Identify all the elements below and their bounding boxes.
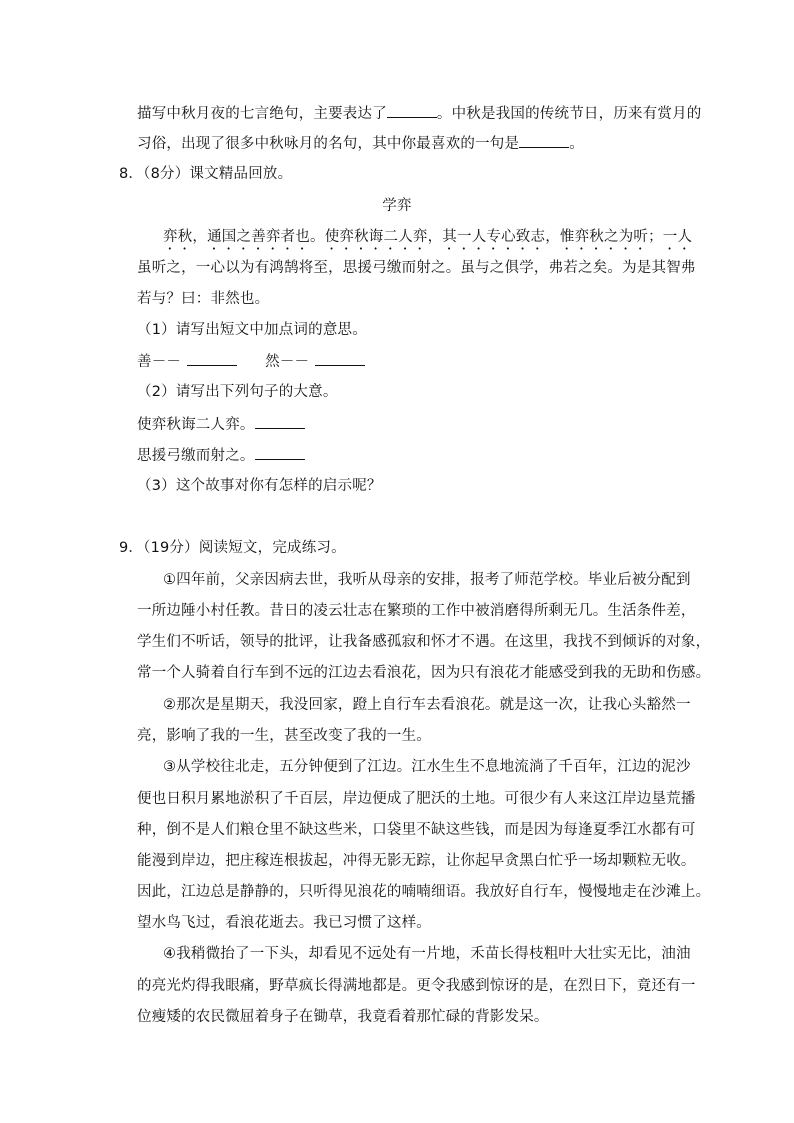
essay-line: 便也日积月累地淤积了千百层，岸边便成了肥沃的土地。可很少有人来这江岸边垦荒播 <box>137 791 696 807</box>
question-8-sub-3: （3）这个故事对你有怎样的启示呢？ <box>137 478 382 494</box>
sentence-2: 思援弓缴而射之。 <box>137 448 255 464</box>
text: 描写中秋月夜的七言绝句，主要表达了 <box>137 106 387 122</box>
question-8-sub-1: （1）请写出短文中加点词的意思。 <box>137 322 367 338</box>
passage-line-3: 若与？曰：非然也。 <box>137 291 270 307</box>
passage-text: 弈秋，通国之善弈者也。使弈秋诲二人弈，其一人专心致志，惟弈秋之为听；一人 <box>163 229 693 245</box>
passage-title: 学弈 <box>382 198 412 214</box>
answer-blank[interactable] <box>187 351 237 366</box>
essay-line: ④我稍微抬了一下头，却看见不远处有一片地，禾苗长得枝粗叶大壮实无比，油油 <box>163 946 691 962</box>
sentence-1: 使弈秋诲二人弈。 <box>137 417 255 433</box>
essay-line: ②那次是星期天，我没回家，蹬上自行车去看浪花。就是这一次，让我心头豁然一 <box>163 697 691 713</box>
poem-question-line-1 <box>137 103 702 124</box>
answer-blank[interactable] <box>315 351 365 366</box>
text: 。中秋是我国的传统节日，历来有赏月的 <box>436 106 702 122</box>
sentence-2-row <box>137 445 305 466</box>
word-1: 善 <box>137 354 152 370</box>
dash: －－ <box>151 354 182 370</box>
essay-line: ③从学校往北走，五分钟便到了江边。江水生生不息地流淌了千百年，江边的泥沙 <box>163 759 691 775</box>
question-8-heading: 8．（8分）课文精品回放。 <box>119 166 293 182</box>
essay-line: 能漫到岸边，把庄稼连根拔起，冲得无影无踪，让你起早贪黑白忙乎一场却颗粒无收。 <box>137 853 696 869</box>
word-meaning-row <box>137 351 365 372</box>
text: 。 <box>569 136 584 152</box>
answer-blank[interactable] <box>255 414 305 429</box>
essay-line: 一所边陲小村任教。昔日的凌云壮志在繁琐的工作中被消磨得所剩无几。生活条件差， <box>137 603 696 619</box>
word-2: 然 <box>265 354 280 370</box>
answer-blank[interactable] <box>387 103 437 118</box>
question-9-heading: 9．（19分）阅读短文，完成练习。 <box>119 540 346 556</box>
sentence-1-row <box>137 414 305 435</box>
essay-line: 常一个人骑着自行车到不远的江边去看浪花，因为只有浪花才能感受到我的无助和伤感。 <box>137 665 711 681</box>
essay-line: 种，倒不是人们粮仓里不缺这些米，口袋里不缺这些钱，而是因为每逢夏季江水都有可 <box>137 822 696 838</box>
essay-line: 望水鸟飞过，看浪花逝去。我已习惯了这样。 <box>137 915 431 931</box>
essay-line: 的亮光灼得我眼痛，野草疯长得满地都是。更令我感到惊讶的是，在烈日下，竟还有一 <box>137 978 696 994</box>
essay-line: 因此，江边总是静静的，只听得见浪花的喃喃细语。我放好自行车，慢慢地走在沙滩上。 <box>137 884 711 900</box>
dash: －－ <box>279 354 310 370</box>
question-8-sub-2: （2）请写出下列句子的大意。 <box>137 384 338 400</box>
essay-line: ①四年前，父亲因病去世，我听从母亲的安排，报考了师范学校。毕业后被分配到 <box>163 572 691 588</box>
passage-line-1 <box>163 227 692 253</box>
essay-line: 亮，影响了我的一生，甚至改变了我的一生。 <box>137 728 431 744</box>
answer-blank[interactable] <box>519 133 569 148</box>
passage-line-2: 虽听之，一心以为有鸿鹄将至，思援弓缴而射之。虽与之俱学，弗若之矣。为是其智弗 <box>137 260 696 276</box>
text: 习俗，出现了很多中秋咏月的名句，其中你最喜欢的一句是 <box>137 136 520 152</box>
essay-line: 学生们不听话，领导的批评，让我备感孤寂和怀才不遇。在这里，我找不到倾诉的对象， <box>137 634 711 650</box>
essay-line: 位瘦矮的农民微屈着身子在锄草，我竟看着那忙碌的背影发呆。 <box>137 1009 549 1025</box>
answer-blank[interactable] <box>255 445 305 460</box>
poem-question-line-2 <box>137 133 584 154</box>
